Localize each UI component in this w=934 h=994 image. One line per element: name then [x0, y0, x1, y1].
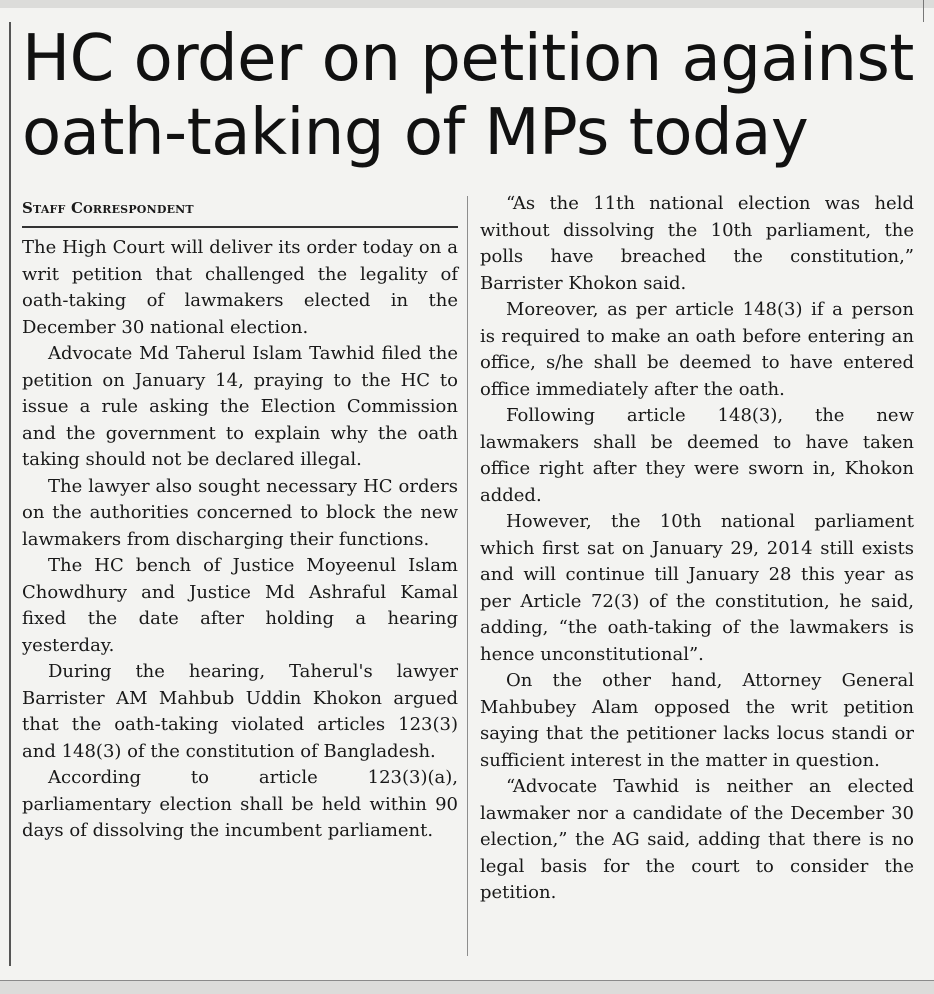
paragraph: On the other hand, Attorney General Mahbubey Alam opposed the writ petition saying that the petitioner lacks locus standi or sufficient interest in the matter in question. [480, 670, 914, 771]
paragraph: Moreover, as per article 148(3) if a person is required to make an oath before entering an office, s/he shall be deemed to have entered office immediately after the oath. [480, 299, 914, 400]
byline: Staff Correspondent [22, 199, 194, 217]
paragraph: The HC bench of Justice Moyeenul Islam Chowdhury and Justice Md Ashraful Kamal fixed the date after holding a hearing yesterday. [22, 555, 458, 656]
paragraph: “Advocate Tawhid is neither an elected lawmaker nor a candidate of the December 30 election,” the AG said, adding that there is no legal basis for the court to consider the petition. [480, 776, 914, 903]
paragraph: The High Court will deliver its order today on a writ petition that challenged the legality of oath-taking of lawmakers elected in the December 30 national election. [22, 237, 458, 338]
bottom-border [0, 980, 934, 994]
article-column-left [22, 235, 458, 845]
right-edge-rule [923, 0, 924, 22]
paragraph: However, the 10th national parliament which first sat on January 29, 2014 still exists and will continue till January 28 this year as per Article 72(3) of the constitution, he said, adding, “the oath-taking of the lawmakers is hence unconstitutional”. [480, 511, 914, 665]
paragraph: The lawyer also sought necessary HC orders on the authorities concerned to block the new lawmakers from discharging their functions. [22, 475, 458, 550]
paragraph: According to article 123(3)(a), parliamentary election shall be held within 90 days of dissolving the incumbent parliament. [22, 767, 458, 841]
left-column-border [9, 22, 11, 966]
paragraph: “As the 11th national election was held without dissolving the 10th parliament, the polls have breached the constitution,” Barrister Khokon said. [480, 193, 914, 294]
paragraph: Following article 148(3), the new lawmakers shall be deemed to have taken office right after they were sworn in, Khokon added. [480, 405, 914, 506]
paragraph: During the hearing, Taherul's lawyer Barrister AM Mahbub Uddin Khokon argued that the oath-taking violated articles 123(3) and 148(3) of the constitution of Bangladesh. [22, 661, 458, 762]
paragraph: Advocate Md Taherul Islam Tawhid filed the petition on January 14, praying to the HC to issue a rule asking the Election Commission and the government to explain why the oath taking should not be declared illegal. [22, 343, 458, 470]
byline-divider [22, 226, 458, 228]
article-headline: HC order on petition against oath-taking of MPs today [22, 22, 914, 170]
top-border [0, 0, 934, 8]
column-divider [467, 196, 468, 956]
article-column-right [480, 191, 914, 907]
